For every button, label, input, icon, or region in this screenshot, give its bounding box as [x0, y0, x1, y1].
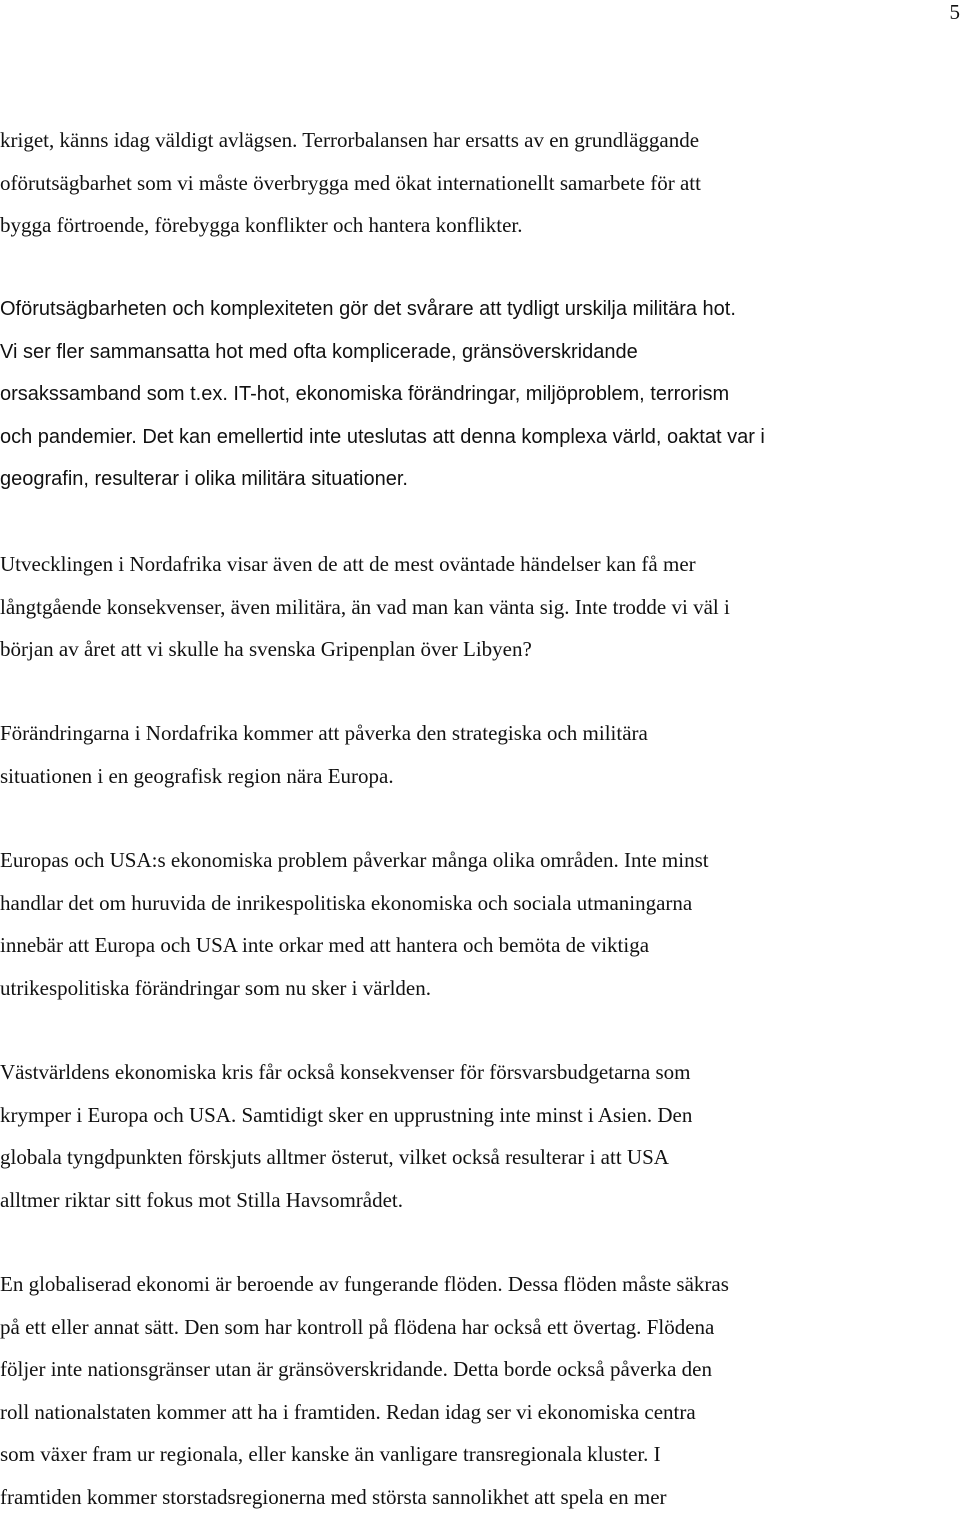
paragraph-globalised-economy: En globaliserad ekonomi är beroende av fungerande flöden. Dessa flöden måste säkras på ett eller annat sätt. Den som har kontroll på flödena har också ett övertag. Flödena följer inte nationsgränser utan är gränsöverskridande. Detta borde också påverka den roll nationalstaten kommer att ha i framtiden. Redan idag ser vi ekonomiska centra som växer fram ur regionala, eller kanske än vanligare transregionala kluster. I framtiden kommer storstadsregionerna med största sannolikhet att spela en mer — [0, 1263, 960, 1518]
paragraph-economic-problems: Europas och USA:s ekonomiska problem påverkar många olika områden. Inte minst handlar det om huruvida de inrikespolitiska ekonomiska och sociala utmaningarna innebär att Europa och USA inte orkar med att hantera och bemöta de viktiga utrikespolitiska förändringar som nu sker i världen. — [0, 839, 960, 1009]
paragraph-intro: kriget, känns idag väldigt avlägsen. Terrorbalansen har ersatts av en grundläggande oförutsägbarhet som vi måste överbrygga med ökat internationellt samarbete för att bygga förtroende, förebygga konflikter och hantera konflikter. — [0, 119, 960, 247]
paragraph-north-africa-developments: Utvecklingen i Nordafrika visar även de att de mest oväntade händelser kan få mer långtgående konsekvenser, även militära, än vad man kan vänta sig. Inte trodde vi väl i början av året att vi skulle ha svenska Gripenplan över Libyen? — [0, 543, 960, 671]
paragraph-unpredictability: Oförutsägbarheten och komplexiteten gör det svårare att tydligt urskilja militära hot. Vi ser fler sammansatta hot med ofta komplicerade, gränsöverskridande orsakssamband som t.ex. IT-hot, ekonomiska förändringar, miljöproblem, terrorism och pandemier. Det kan emellertid inte uteslutas att denna komplexa värld, oaktat var i geografin, resulterar i olika militära situationer. — [0, 288, 960, 501]
paragraph-defence-budgets: Västvärldens ekonomiska kris får också konsekvenser för försvarsbudgetarna som krymper i Europa och USA. Samtidigt sker en upprustning inte minst i Asien. Den globala tyngdpunkten förskjuts alltmer österut, vilket också resulterar i att USA alltmer riktar sitt fokus mot Stilla Havsområdet. — [0, 1051, 960, 1221]
page-number: 5 — [950, 0, 960, 24]
paragraph-north-africa-changes: Förändringarna i Nordafrika kommer att påverka den strategiska och militära situationen i en geografisk region nära Europa. — [0, 712, 960, 797]
